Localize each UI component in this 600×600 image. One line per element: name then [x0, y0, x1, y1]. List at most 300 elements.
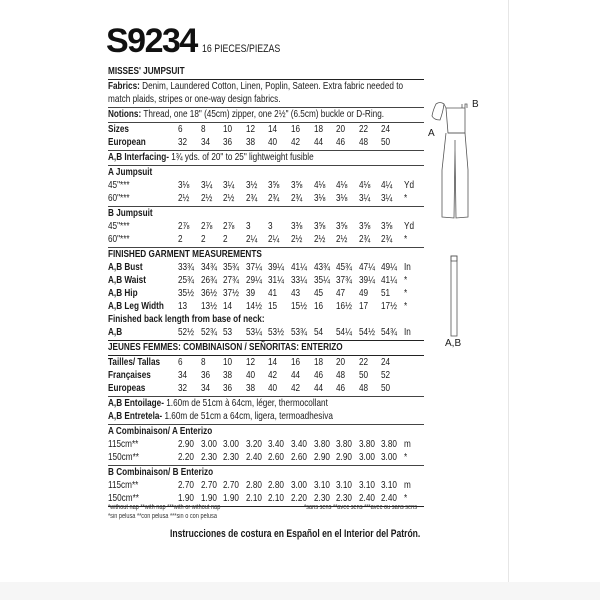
row-label [108, 438, 178, 451]
row-label-text: Françaises [108, 369, 151, 381]
cell [268, 479, 291, 492]
cell [359, 220, 382, 233]
view-label-a: A [428, 128, 435, 139]
row-label-text: Europeas [108, 382, 146, 394]
cell [381, 179, 404, 192]
cell-value: 3⅛ [313, 192, 325, 204]
cell-value: 54¼ [336, 326, 353, 338]
cell-value: 2.20 [178, 451, 194, 463]
unit-text: * [403, 451, 408, 463]
cell [336, 356, 359, 369]
cell-value: 53¾ [290, 326, 307, 338]
cell-value: 2½ [290, 233, 303, 245]
table-row [108, 326, 424, 339]
cell-value: 3⅛ [336, 192, 348, 204]
row-label-text: 45"*** [108, 220, 130, 232]
cell-value: 10 [223, 123, 233, 135]
table-section [108, 151, 424, 166]
cell [268, 261, 291, 274]
cell-value: 16 [313, 300, 323, 312]
cell [291, 136, 314, 149]
row-label-text: Sizes [108, 123, 129, 135]
cell-value: 13 [178, 300, 188, 312]
unit-text: * [403, 274, 408, 286]
row-text: Thread, one 18" (45cm) zipper, one 2½" (6.5cm) buckle or D-Ring. [143, 108, 385, 120]
cell-value: 3⅝ [313, 220, 325, 232]
unit-cell [404, 356, 420, 369]
unit-text: In [403, 326, 411, 338]
cell [291, 369, 314, 382]
cell [246, 192, 269, 205]
pattern-info-table [108, 65, 424, 507]
cell-value: 2.70 [178, 479, 194, 491]
cell [223, 233, 246, 246]
cell [381, 287, 404, 300]
cell-value: 38 [245, 136, 255, 148]
cell-value: 2⅞ [178, 220, 190, 232]
row-label-text: 150cm** [108, 492, 139, 504]
row-label [108, 192, 178, 205]
footnote-english: *without nap **with nap ***with or without nap [108, 504, 221, 511]
unit-cell [404, 123, 420, 136]
cell-value: 27¾ [223, 274, 240, 286]
cell-value: 2.90 [178, 438, 194, 450]
cell-value: 34 [200, 136, 210, 148]
cell [268, 356, 291, 369]
table-section [108, 166, 424, 207]
unit-text: In [403, 261, 411, 273]
cell [178, 369, 201, 382]
cell-value: 39 [245, 287, 255, 299]
page-bottom-strip [0, 582, 600, 600]
cell [381, 123, 404, 136]
cell [336, 479, 359, 492]
instructions-text: Instrucciones de costura en Español en el Interior del Patrón. [170, 528, 421, 540]
cell [314, 274, 337, 287]
cell-value: 2.40 [245, 451, 262, 463]
cell-value: 34 [200, 382, 210, 394]
row-label-text: A,B Leg Width [108, 300, 164, 312]
cell-value: 14 [268, 356, 278, 368]
cell-value: 38 [245, 382, 255, 394]
cell [223, 356, 246, 369]
cell-value: 3⅝ [290, 179, 303, 191]
cell [246, 382, 269, 395]
cell [223, 192, 246, 205]
cell-value: 3⅜ [290, 220, 303, 232]
table-section [108, 356, 424, 397]
cell-value: 3.00 [223, 438, 240, 450]
view-label-b: B [472, 99, 479, 110]
cell [291, 220, 314, 233]
cell [246, 326, 269, 339]
table-section [108, 65, 424, 80]
cell-value: 3.20 [245, 438, 262, 450]
row-label-text: 60"*** [108, 233, 130, 245]
cell [381, 274, 404, 287]
cell [314, 123, 337, 136]
cell [291, 192, 314, 205]
cell-value: 39¼ [358, 274, 375, 286]
cell-value: 2 [178, 233, 183, 245]
cell-value: 3⅝ [336, 220, 348, 232]
cell [201, 261, 224, 274]
cell [178, 300, 201, 313]
row-label: Fabrics: [108, 80, 140, 92]
footnotes [108, 503, 468, 521]
row-label-text: A,B Bust [108, 261, 143, 273]
row-label [108, 356, 178, 369]
cell [359, 369, 382, 382]
cell [201, 382, 224, 395]
cell-value: 2.20 [290, 492, 307, 504]
section-heading [108, 65, 424, 78]
cell-value: 17 [358, 300, 368, 312]
row-label [108, 261, 178, 274]
cell-value: 52 [381, 369, 391, 381]
cell-value: 46 [336, 136, 346, 148]
row-text: match plaids, stripes or one-way design fabrics. [108, 93, 281, 105]
cell [291, 382, 314, 395]
cell-value: 51 [381, 287, 391, 299]
spanish-instructions-note [170, 528, 491, 540]
cell-value: 48 [358, 136, 368, 148]
unit-text: * [403, 300, 408, 312]
cell-value: 53¼ [245, 326, 262, 338]
cell-value: 3¼ [381, 192, 393, 204]
cell-value: 18 [313, 123, 323, 135]
cell-value: 48 [336, 369, 346, 381]
cell [201, 479, 224, 492]
cell-value: 3.80 [313, 438, 330, 450]
cell [246, 261, 269, 274]
cell [268, 438, 291, 451]
row-label [108, 220, 178, 233]
section-heading [108, 341, 424, 354]
cell-value: 2 [223, 233, 228, 245]
cell-value: 1.90 [178, 492, 194, 504]
cell [291, 179, 314, 192]
cell-value: 36 [223, 136, 233, 148]
cell [223, 438, 246, 451]
cell-value: 42 [290, 382, 301, 394]
cell [314, 287, 337, 300]
cell [178, 136, 201, 149]
cell-value: 41¼ [381, 274, 398, 286]
row-label [108, 479, 178, 492]
cell [381, 326, 404, 339]
cell [268, 369, 291, 382]
section-heading [108, 166, 424, 179]
cell [268, 274, 291, 287]
cell [359, 382, 382, 395]
cell-value: 35½ [178, 287, 194, 299]
pieces-count: 16 PIECES/PIEZAS [201, 43, 281, 55]
cell [268, 123, 291, 136]
row-label [108, 300, 178, 313]
cell-value: 37½ [223, 287, 240, 299]
row-label-text: A,B Hip [108, 287, 138, 299]
text-line [108, 80, 403, 93]
unit-cell [404, 179, 420, 192]
table-section [108, 248, 424, 341]
cell [268, 136, 291, 149]
cell [223, 300, 246, 313]
cell [336, 192, 359, 205]
row-text: 1.60m de 51cm a 64cm, ligera, termoadhesiva [164, 410, 333, 422]
cell-value: 3 [268, 220, 273, 232]
cell-value: 53 [223, 326, 233, 338]
cell-value: 1.90 [223, 492, 240, 504]
cell [359, 300, 382, 313]
cell-value: 45¾ [336, 261, 353, 273]
cell-value: 39¼ [268, 261, 285, 273]
cell-value: 25¾ [178, 274, 194, 286]
cell [223, 382, 246, 395]
cell-value: 2.40 [358, 492, 375, 504]
cell [178, 287, 201, 300]
cell [314, 438, 337, 451]
cell-value: 35¾ [223, 261, 240, 273]
unit-cell [404, 220, 420, 233]
cell-value: 2.60 [290, 451, 307, 463]
cell-value: 22 [358, 123, 368, 135]
cell [291, 233, 314, 246]
cell-value: 54 [313, 326, 323, 338]
cell [314, 369, 337, 382]
cell-value: 2.10 [268, 492, 285, 504]
cell-value: 34¾ [200, 261, 217, 273]
cell-value: 3.00 [381, 451, 398, 463]
cell [336, 136, 359, 149]
row-label [108, 233, 178, 246]
cell [246, 274, 269, 287]
cell-value: 2.30 [223, 451, 240, 463]
cell [336, 123, 359, 136]
cell [246, 479, 269, 492]
cell-value: 36 [200, 369, 210, 381]
cell-value: 3.10 [336, 479, 353, 491]
cell [359, 438, 382, 451]
cell [223, 123, 246, 136]
table-section [108, 341, 424, 356]
cell [268, 287, 291, 300]
cell [178, 479, 201, 492]
cell [359, 356, 382, 369]
cell [246, 356, 269, 369]
cell [201, 356, 224, 369]
heading-text: A Jumpsuit [108, 166, 153, 178]
row-label: Notions: [108, 108, 142, 120]
table-row [108, 382, 424, 395]
unit-cell [404, 136, 420, 149]
cell-value: 3.40 [268, 438, 285, 450]
row-text: 1.60m de 51cm à 64cm, léger, thermocollant [166, 397, 328, 409]
cell-value: 2.80 [268, 479, 285, 491]
text-line [108, 313, 265, 326]
cell [178, 356, 201, 369]
cell-value: 20 [336, 123, 346, 135]
cell-value: 6 [178, 123, 183, 135]
section-heading [108, 207, 424, 220]
cell [223, 287, 246, 300]
cell [223, 220, 246, 233]
cell-value: 49 [358, 287, 368, 299]
cell [223, 369, 246, 382]
cell-value: 2¾ [268, 192, 280, 204]
table-row [108, 479, 424, 492]
unit-cell [404, 326, 420, 339]
cell-value: 36½ [200, 287, 217, 299]
cell-value: 45 [313, 287, 323, 299]
cell [246, 287, 269, 300]
cell [291, 438, 314, 451]
cell [178, 382, 201, 395]
row-label [108, 369, 178, 382]
text-line [108, 410, 333, 423]
unit-text: m [403, 438, 411, 450]
table-row [108, 356, 424, 369]
row-label: A,B Interfacing- [108, 151, 169, 163]
cell [246, 179, 269, 192]
table-row [108, 274, 424, 287]
cell-value: 2¾ [381, 233, 393, 245]
heading-text: B Jumpsuit [108, 207, 153, 219]
cell [268, 300, 291, 313]
cell-value: 54¾ [381, 326, 398, 338]
cell [381, 356, 404, 369]
cell [223, 326, 246, 339]
cell [314, 136, 337, 149]
cell-value: 15 [268, 300, 278, 312]
cell [246, 136, 269, 149]
cell-value: 24 [381, 356, 391, 368]
cell [381, 479, 404, 492]
unit-cell [404, 233, 420, 246]
cell-value: 33¾ [178, 261, 194, 273]
cell-value: 46 [313, 369, 323, 381]
cell [246, 369, 269, 382]
cell-value: 3¼ [200, 179, 212, 191]
table-row [108, 287, 424, 300]
cell [359, 179, 382, 192]
cell-value: 2.70 [223, 479, 240, 491]
unit-text: * [403, 492, 408, 504]
cell-value: 14 [223, 300, 233, 312]
section-heading [108, 248, 424, 261]
cell [291, 261, 314, 274]
cell-value: 2.30 [336, 492, 353, 504]
cell-value: 2 [200, 233, 206, 245]
cell-value: 2.60 [268, 451, 285, 463]
cell [336, 261, 359, 274]
cell [268, 382, 291, 395]
row-label-text: 60"*** [108, 192, 130, 204]
cell [291, 287, 314, 300]
unit-text: Yd [403, 179, 414, 191]
cell [201, 287, 224, 300]
cell-value: 2½ [336, 233, 348, 245]
cell-value: 3⅝ [268, 179, 280, 191]
cell-value: 4¼ [381, 179, 393, 191]
cell-value: 3.40 [290, 438, 307, 450]
row-label-text: 45"*** [108, 179, 130, 191]
cell [381, 438, 404, 451]
cell-value: 3 [245, 220, 251, 232]
cell-value: 4⅛ [336, 179, 348, 191]
cell-value: 3⅛ [178, 179, 190, 191]
cell [314, 179, 337, 192]
row-label [108, 136, 178, 149]
cell [201, 300, 224, 313]
cell [201, 220, 224, 233]
cell [359, 192, 382, 205]
row-label-text: A,B [108, 326, 123, 338]
row-label-text: A,B Waist [108, 274, 146, 286]
cell [381, 451, 404, 464]
cell-value: 40 [268, 382, 278, 394]
cell [381, 369, 404, 382]
cell [336, 369, 359, 382]
table-section [108, 108, 424, 123]
row-label [108, 326, 178, 339]
cell-value: 3.80 [358, 438, 375, 450]
cell-value: 2.70 [200, 479, 217, 491]
cell [381, 261, 404, 274]
cell-value: 8 [200, 356, 206, 368]
cell-value: 3¼ [223, 179, 235, 191]
cell [314, 220, 337, 233]
cell [246, 233, 269, 246]
text-row [108, 80, 424, 93]
row-label-text: Tailles/ Tallas [108, 356, 161, 368]
table-section [108, 80, 424, 108]
text-line [108, 93, 281, 106]
cell-value: 2½ [178, 192, 190, 204]
unit-cell [404, 438, 420, 451]
cell [291, 326, 314, 339]
row-label: A,B Entretela- [108, 410, 163, 422]
row-label-text: 115cm** [108, 438, 139, 450]
text-row [108, 313, 424, 326]
cell-value: 2¼ [268, 233, 280, 245]
cell-value: 50 [381, 136, 391, 148]
cell [178, 179, 201, 192]
row-label [108, 451, 178, 464]
cell [201, 192, 224, 205]
cell [201, 369, 224, 382]
table-section [108, 466, 424, 507]
cell [178, 220, 201, 233]
cell-value: 2.30 [200, 451, 217, 463]
cell [268, 451, 291, 464]
cell-value: 49¼ [381, 261, 398, 273]
cell [201, 451, 224, 464]
cell [246, 438, 269, 451]
cell-value: 42 [268, 369, 278, 381]
text-line [108, 108, 384, 121]
table-row [108, 220, 424, 233]
unit-cell [404, 261, 420, 274]
cell [178, 438, 201, 451]
cell [223, 451, 246, 464]
cell-value: 18 [313, 356, 323, 368]
cell-value: 2¾ [358, 233, 371, 245]
cell-value: 2½ [200, 192, 212, 204]
cell-value: 44 [313, 382, 323, 394]
cell [336, 220, 359, 233]
cell-value: 2¾ [245, 192, 258, 204]
